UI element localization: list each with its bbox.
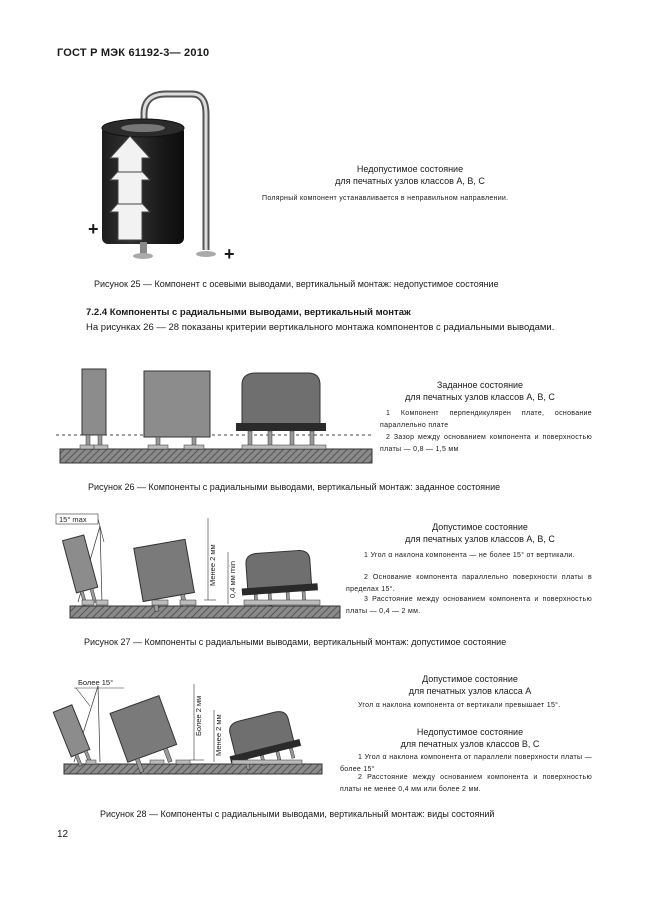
- fig26-caption: Рисунок 26 — Компоненты с радиальными выводами, вертикальный монтаж: заданное состояние: [88, 482, 501, 492]
- fig27-subtitle: для печатных узлов классов А, В, С: [405, 534, 555, 544]
- fig28-accept-subtitle: для печатных узлов класса А: [408, 686, 532, 696]
- fig28-accept-title: Допустимое состояние: [422, 674, 518, 684]
- fig26-subtitle: для печатных узлов классов А, В, С: [405, 392, 555, 402]
- fig26-item-2: 2 Зазор между основанием компонента и поверхностью платы — 0,8 — 1,5 мм: [380, 434, 592, 453]
- fig28-dim-label-2: Менее 2 мм: [214, 714, 223, 756]
- fig27-item-1: 1 Угол α наклона компонента — не более 15° от вертикали.: [364, 552, 575, 559]
- fig28-angle-label: Более 15°: [78, 678, 114, 687]
- fig28-accept-status: [360, 673, 580, 697]
- fig25-caption: Рисунок 25 — Компонент с осевыми выводами, вертикальный монтаж: недопустимое состояние: [94, 279, 499, 289]
- fig28-caption: Рисунок 28 — Компоненты с радиальными выводами, вертикальный монтаж: виды состояний: [100, 809, 495, 819]
- fig25-note: Полярный компонент устанавливается в неправильном направлении.: [262, 195, 509, 202]
- fig27-caption: Рисунок 27 — Компоненты с радиальными выводами, вертикальный монтаж: допустимое состояние: [84, 637, 507, 647]
- fig27-status: [370, 521, 590, 545]
- fig28-item-1: 1 Угол α наклона компонента от параллели поверхности платы — более 15°: [340, 754, 592, 773]
- fig27-item-3: 3 Расстояние между основанием компонента и поверхностью платы — 0,4 — 2 мм.: [346, 596, 592, 615]
- fig28-dim-label-1: Более 2 мм: [194, 695, 203, 736]
- fig27-angle-label: 15° max: [59, 515, 87, 524]
- figure-27-drawing: [56, 512, 346, 622]
- figure-26-drawing: [56, 365, 376, 465]
- fig26-item-1: 1 Компонент перпендикулярен плате, основание параллельно плате: [380, 410, 592, 429]
- document-header: ГОСТ Р МЭК 61192-3— 2010: [57, 47, 210, 59]
- plus-sign-right: +: [224, 244, 235, 264]
- fig25-title: Недопустимое состояние: [356, 164, 464, 174]
- page-number: 12: [57, 829, 69, 840]
- plus-sign-left: +: [88, 219, 99, 239]
- fig28-accept-text: Угол α наклона компонента от вертикали превышает 15°.: [358, 702, 561, 709]
- fig27-dim-label-2: 0,4 мм min: [228, 561, 237, 598]
- fig25-subtitle: для печатных узлов классов А, В, С: [335, 176, 485, 186]
- fig28-reject-status: [360, 726, 580, 750]
- fig27-title: Допустимое состояние: [432, 522, 528, 532]
- figure-28-drawing: [60, 676, 330, 776]
- fig27-dim-label-1: Менее 2 мм: [208, 544, 217, 586]
- fig28-reject-subtitle: для печатных узлов классов В, С: [400, 739, 540, 749]
- fig28-reject-title: Недопустимое состояние: [416, 727, 524, 737]
- section-heading: 7.2.4 Компоненты с радиальными выводами, вертикальный монтаж: [86, 307, 411, 318]
- fig26-status: [370, 379, 590, 403]
- section-paragraph: На рисунках 26 — 28 показаны критерии вертикального монтажа компонентов с радиальными выводами.: [86, 322, 555, 333]
- figure-25-axial-component-drawing: [88, 92, 248, 252]
- fig26-title: Заданное состояние: [436, 380, 524, 390]
- fig25-status: [300, 163, 520, 187]
- fig27-item-2: 2 Основание компонента параллельно поверхности платы в пределах 15°.: [346, 574, 592, 593]
- fig28-item-2: 2 Расстояние между основанием компонента и поверхностью платы не менее 0,4 мм или более 2 мм.: [340, 774, 592, 793]
